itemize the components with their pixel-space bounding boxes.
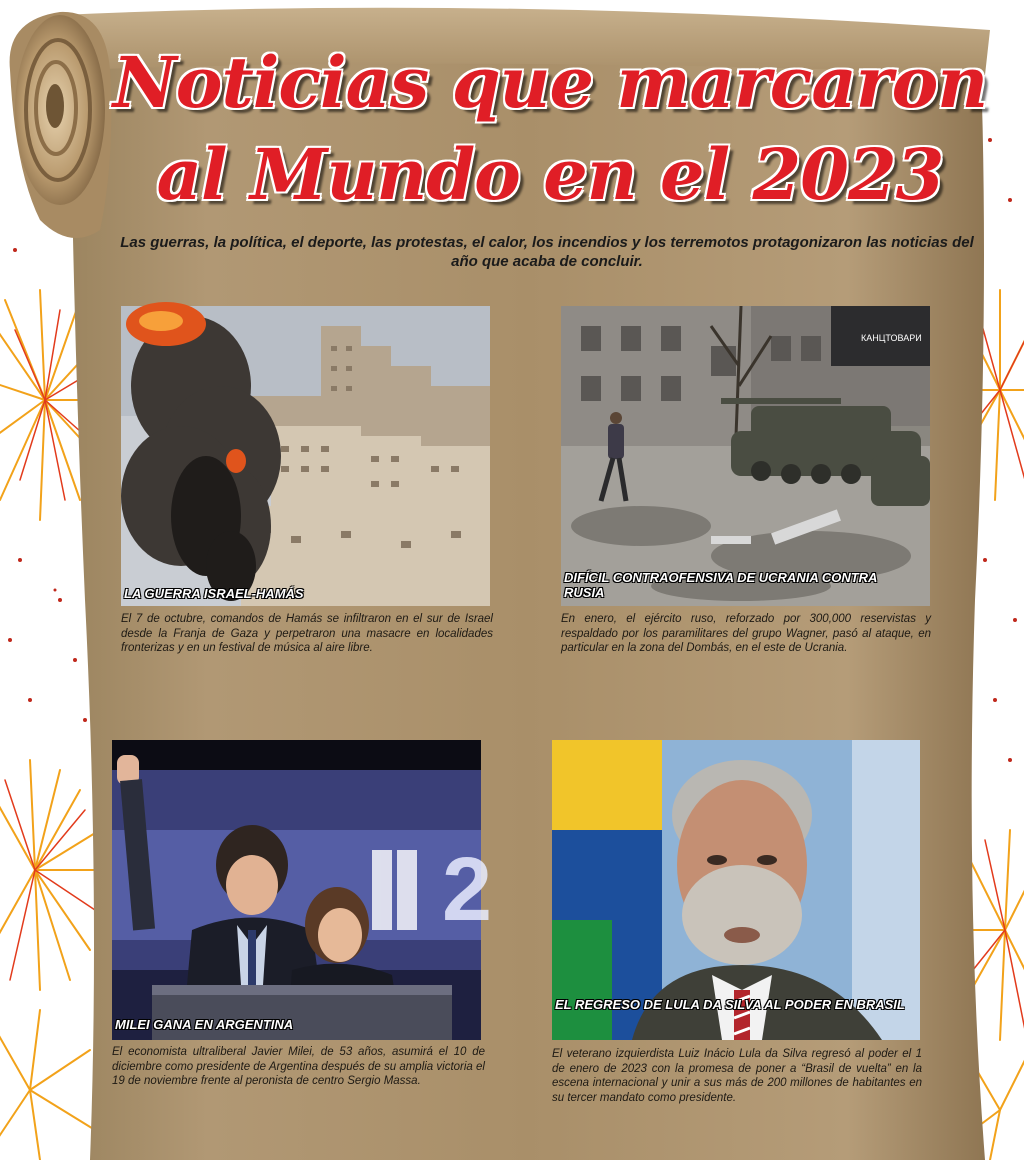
story-text: El economista ultraliberal Javier Milei, de 53 años, asumirá el 10 de diciembre como presidente de Argentina después de su amplia victoria el 19 de noviembre frente al peronista de centro Sergio Massa. xyxy=(112,1046,485,1088)
story-caption: DIFÍCIL CONTRAOFENSIVA DE UCRANIA CONTRA RUSIA xyxy=(564,570,877,600)
scroll-roll-icon xyxy=(10,12,112,238)
page-title-line2: al Mundo en el 2023 xyxy=(156,133,944,216)
story-text: El veterano izquierdista Luiz Inácio Lula da Silva regresó al poder el 1 de enero de 2023 con la promesa de poner a “Brasil de vuelta” en la escena internacional y unir a sus más de 200 millones de habitantes en su tercer mandato como presidente. xyxy=(552,1048,922,1104)
page-subtitle: Las guerras, la política, el deporte, las protestas, el calor, los incendios y los terremotos protagonizaron las noticias del año que acaba de concluir. xyxy=(120,234,974,270)
story-text: En enero, el ejército ruso, reforzado por 300,000 reservistas y respaldado por los paramilitares del grupo Wagner, pasó al ataque, en particular en la zona del Dombás, en el este de Ucrania. xyxy=(561,613,931,655)
ukraine-tank-photo xyxy=(561,306,930,606)
shop-sign-text: КАНЦТОВАРИ xyxy=(861,333,922,343)
story-caption: MILEI GANA EN ARGENTINA xyxy=(115,1017,294,1032)
stage-number-text: 2 xyxy=(442,840,493,940)
gaza-photo xyxy=(121,306,490,606)
story-text: El 7 de octubre, comandos de Hamás se infiltraron en el sur de Israel desde la Franja de Gaza y perpetraron una masacre en localidades fronterizas y en un festival de música al aire libre. xyxy=(121,613,493,655)
page-title-line1: Noticias que marcaron xyxy=(112,41,988,124)
lula-photo xyxy=(552,740,920,1040)
story-caption: EL REGRESO DE LULA DA SILVA AL PODER EN BRASIL xyxy=(555,997,905,1012)
milei-photo xyxy=(112,740,493,1040)
story-caption: LA GUERRA ISRAEL-HAMÁS xyxy=(124,586,304,601)
